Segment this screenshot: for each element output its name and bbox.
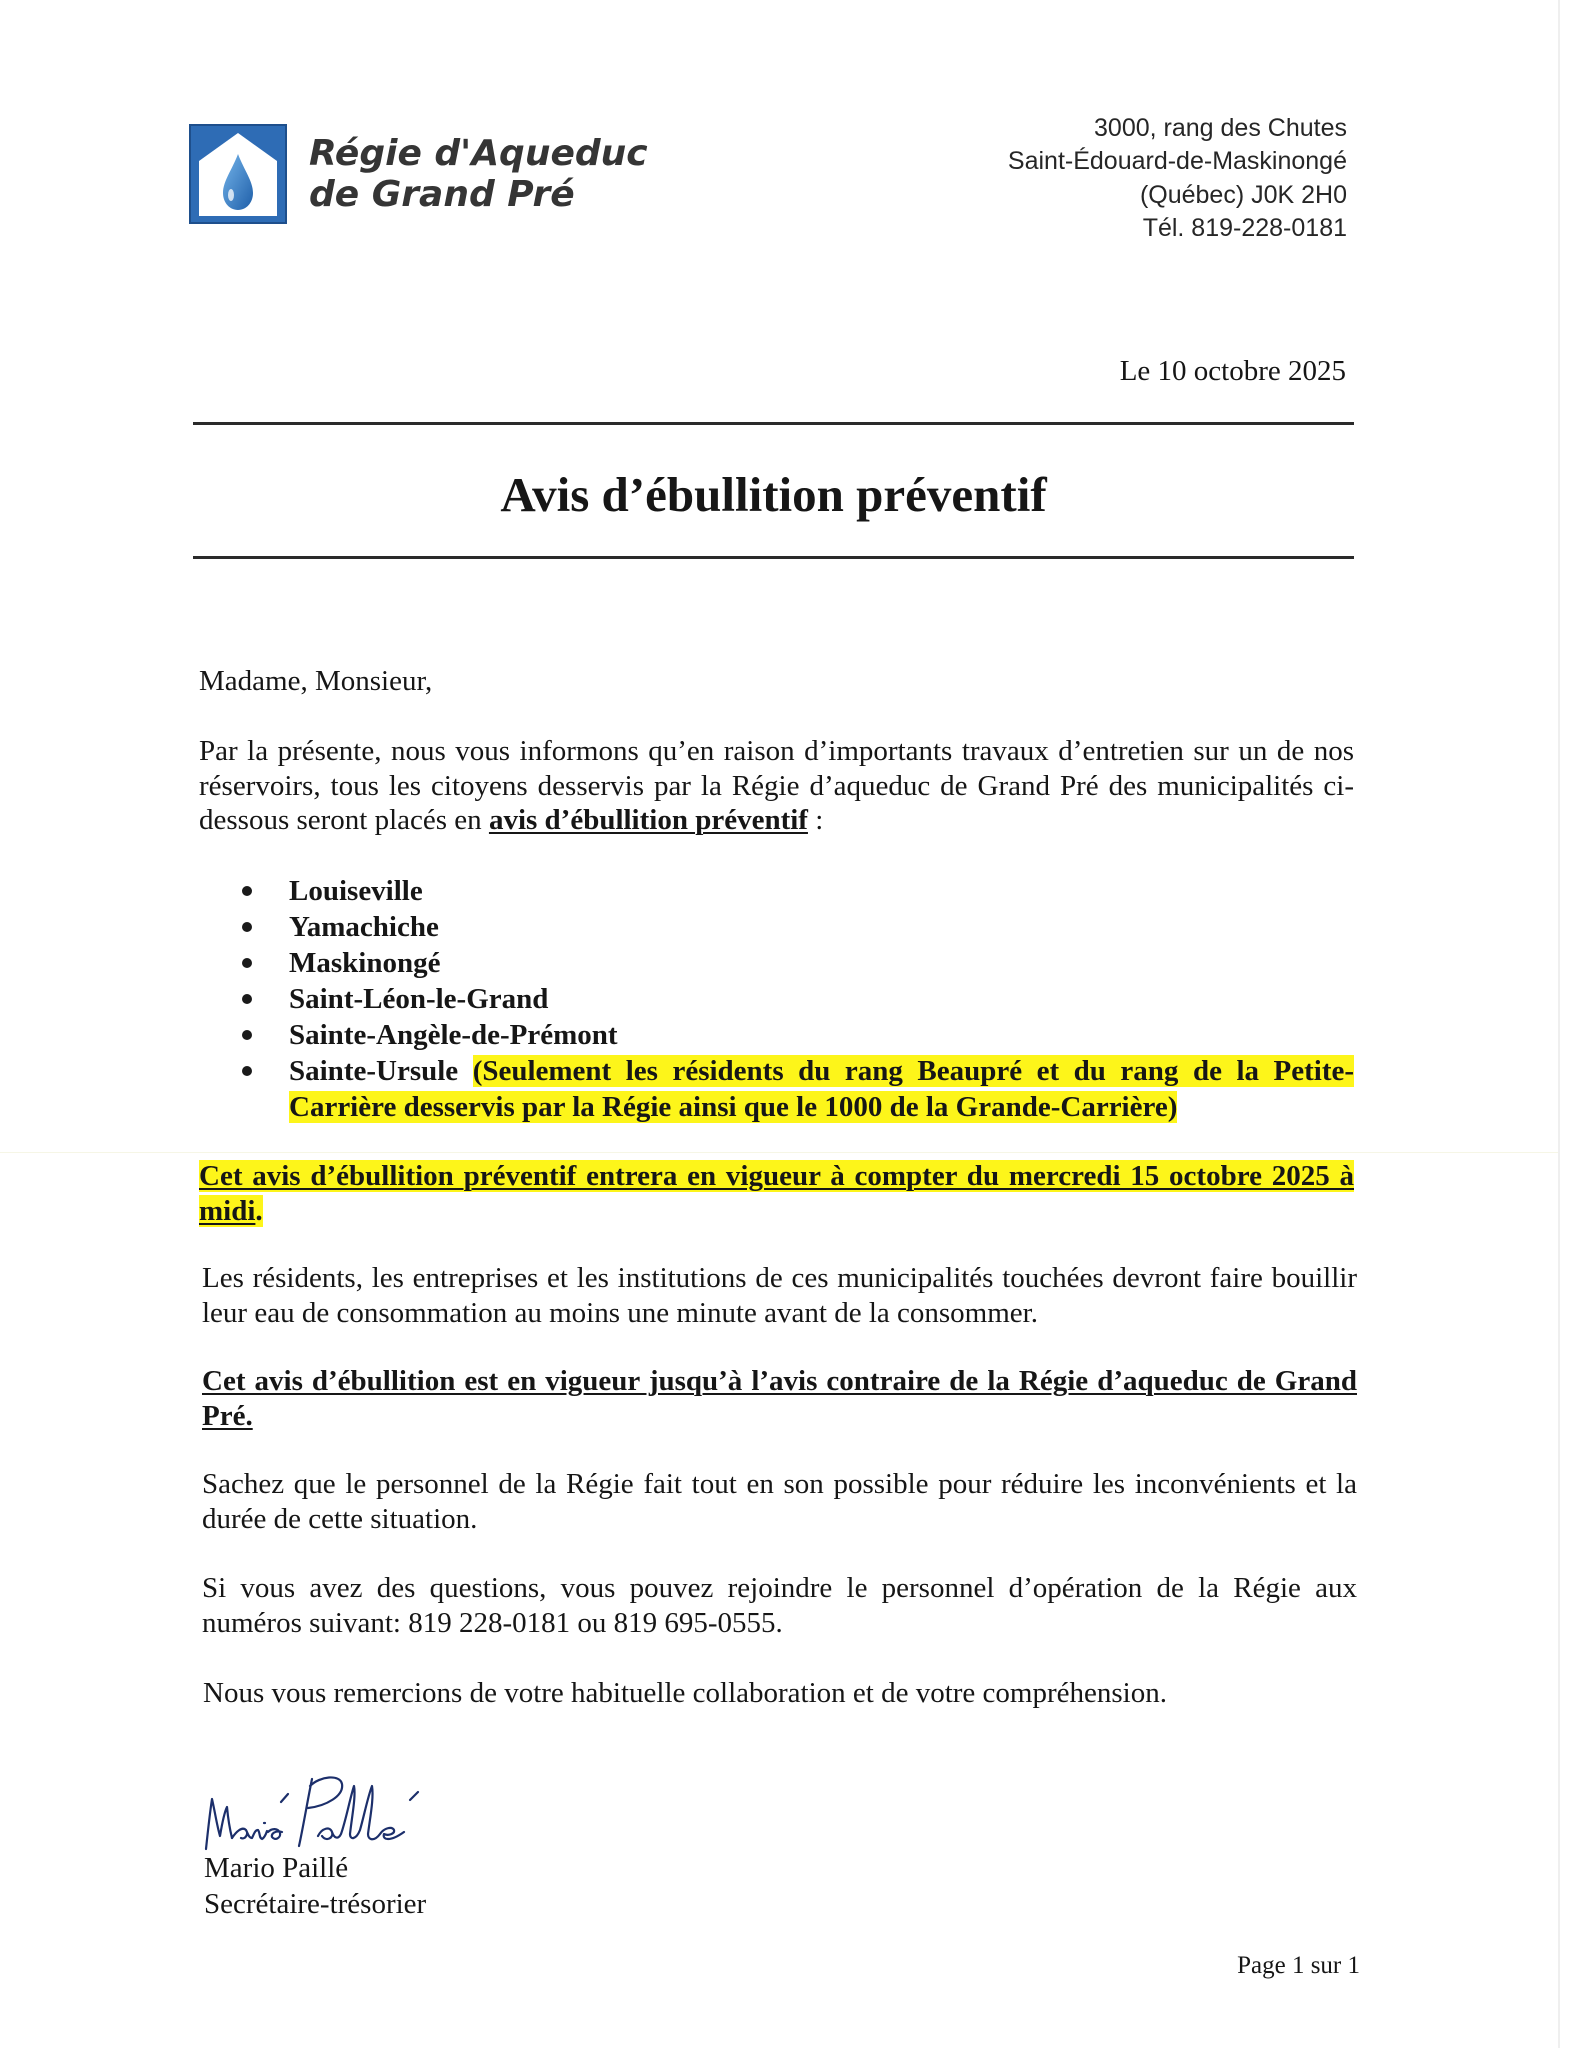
- list-item: [289, 909, 1354, 945]
- page-title: Avis d’ébullition préventif: [500, 467, 1047, 522]
- municipality-list: [289, 873, 1354, 1125]
- address-province-postal: (Québec) J0K 2H0: [1139, 180, 1347, 209]
- bullet-icon: [242, 1066, 252, 1076]
- logo-icon: [189, 124, 287, 224]
- reassurance-paragraph: [202, 1467, 1357, 1536]
- bullet-icon: [242, 958, 252, 968]
- effective-date-notice: [199, 1159, 1354, 1228]
- list-item: [289, 1053, 1354, 1125]
- effective-notice-line: [199, 1194, 1354, 1229]
- organization-name-line2: de Grand Pré: [309, 174, 575, 215]
- address-phone: Tél. 819-228-0181: [1142, 214, 1347, 243]
- municipality-note: Carrière desservis par la Régie ainsi que le 1000 de la Grande-Carrière): [289, 1091, 1178, 1123]
- municipality-name: Saint-Léon-le-Grand: [289, 983, 549, 1015]
- municipality-line: [289, 1053, 1354, 1089]
- municipality-line: [289, 1089, 1354, 1125]
- list-item: [289, 873, 1354, 909]
- paragraph-line: leur eau de consommation au moins une minute avant de la consommer.: [202, 1296, 1038, 1329]
- organization-name: [309, 133, 648, 215]
- closing-sentence: Nous vous remercions de votre habituelle collaboration et de votre compréhension.: [203, 1677, 1167, 1709]
- validity-notice: [202, 1364, 1357, 1433]
- validity-text: Cet avis d’ébullition est en vigueur jusqu’à l’avis contraire de la Régie d’aqueduc de Grand: [202, 1365, 1357, 1397]
- bullet-icon: [242, 994, 252, 1004]
- effective-notice-highlight: [199, 1195, 263, 1227]
- intro-emphasis: avis d’ébullition préventif: [488, 804, 808, 836]
- paragraph-line: numéros suivant: 819 228-0181 ou 819 695-0555.: [202, 1606, 783, 1639]
- effective-notice-line: [199, 1159, 1354, 1194]
- validity-line: [202, 1364, 1357, 1399]
- intro-line: réservoirs, tous les citoyens desservis par la Régie d’aqueduc de Grand Pré des municipalités ci-: [199, 769, 1354, 802]
- effective-notice-text: Cet avis d’ébullition préventif entrera en vigueur à compter du mercredi 15 octobre 2025 à: [199, 1160, 1354, 1192]
- municipality-note: (Seulement les résidents du rang Beaupré et du rang de la Petite-: [472, 1055, 1355, 1087]
- list-item: [289, 945, 1354, 981]
- bullet-icon: [242, 922, 252, 932]
- list-item: [289, 1017, 1354, 1053]
- scan-edge-line: [1558, 0, 1560, 2048]
- effective-notice-punct: .: [255, 1194, 263, 1227]
- salutation: Madame, Monsieur,: [199, 665, 433, 697]
- paragraph-line: Sachez que le personnel de la Régie fait tout en son possible pour réduire les inconvénients et la: [202, 1468, 1357, 1500]
- letter-date: Le 10 octobre 2025: [1119, 355, 1346, 387]
- paragraph-line: Si vous avez des questions, vous pouvez rejoindre le personnel d’opération de la Régie aux: [202, 1572, 1357, 1604]
- address-city: Saint-Édouard-de-Maskinongé: [1007, 147, 1347, 176]
- intro-line: Par la présente, nous vous informons qu’en raison d’importants travaux d’entretien sur un de nos: [199, 735, 1354, 767]
- scan-artifact-line: [0, 1152, 1558, 1153]
- list-item: [289, 981, 1354, 1017]
- top-divider: [193, 422, 1354, 425]
- municipality-name: Sainte-Ursule: [289, 1055, 459, 1087]
- handwritten-signature: [198, 1768, 438, 1863]
- organization-name-line1: Régie d'Aqueduc: [309, 133, 648, 174]
- intro-text: dessous seront placés en: [199, 804, 489, 836]
- municipality-name: Yamachiche: [289, 911, 439, 943]
- page-number: Page 1 sur 1: [1237, 1952, 1360, 1979]
- bottom-divider: [193, 556, 1354, 559]
- bullet-icon: [242, 886, 252, 896]
- intro-line: [199, 803, 1354, 838]
- validity-text: Pré.: [202, 1399, 253, 1432]
- paragraph-line: durée de cette situation.: [202, 1502, 478, 1535]
- bullet-icon: [242, 1030, 252, 1040]
- signatory-title: Secrétaire-trésorier: [204, 1888, 427, 1920]
- municipality-name: Louiseville: [289, 875, 423, 907]
- signatory-name: Mario Paillé: [204, 1852, 349, 1884]
- effective-notice-text: midi: [199, 1194, 256, 1227]
- contact-paragraph: [202, 1571, 1357, 1640]
- validity-line: [202, 1399, 1357, 1434]
- intro-suffix: :: [807, 804, 824, 836]
- address-block: [1008, 112, 1347, 246]
- municipality-name: Sainte-Angèle-de-Prémont: [289, 1019, 618, 1051]
- paragraph-line: Les résidents, les entreprises et les institutions de ces municipalités touchées devront faire bouillir: [202, 1262, 1357, 1294]
- instructions-paragraph: [202, 1261, 1357, 1330]
- address-street: 3000, rang des Chutes: [1094, 114, 1347, 142]
- intro-paragraph: [199, 734, 1354, 838]
- municipality-name: Maskinongé: [289, 947, 441, 979]
